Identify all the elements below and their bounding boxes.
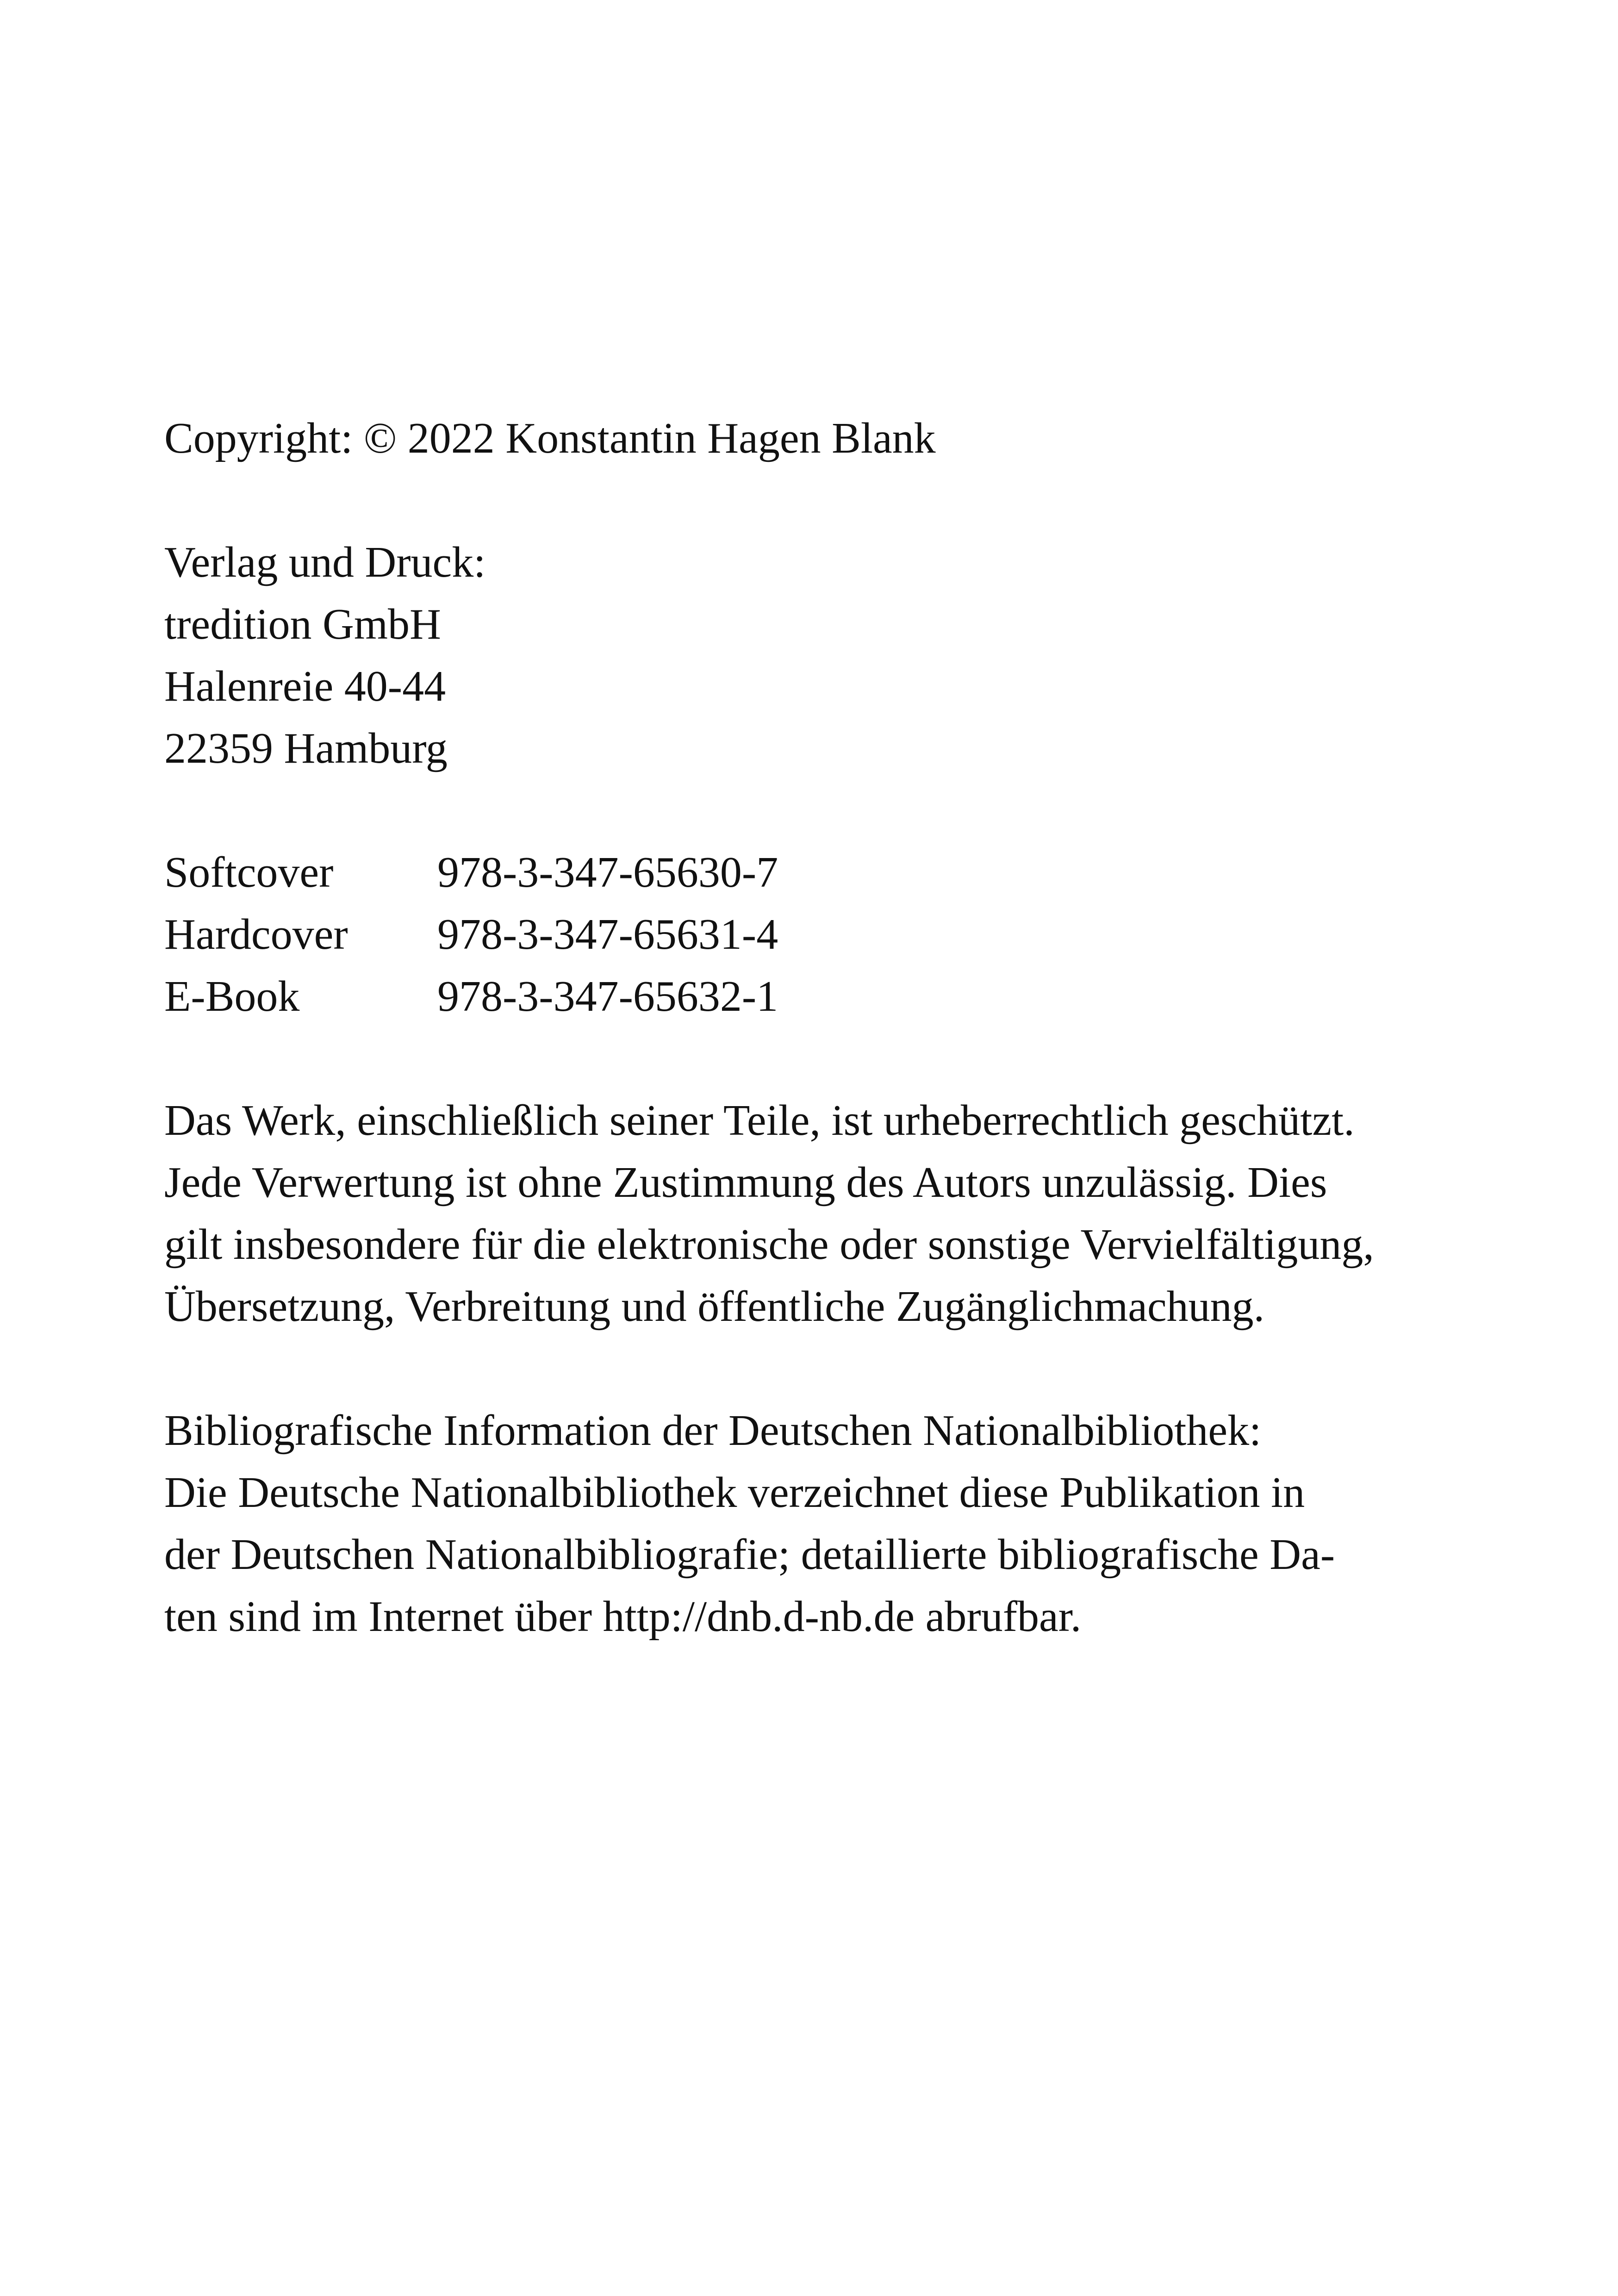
spacer [164, 469, 1442, 531]
bibliographic-line: Die Deutsche Nationalbibliothek verzeichnet diese Publikation in [164, 1468, 1305, 1517]
publisher-city: 22359 Hamburg [164, 724, 448, 772]
spacer [164, 1338, 1442, 1400]
isbn-value: 978-3-347-65630-7 [437, 848, 778, 896]
isbn-label: E-Book [164, 972, 300, 1020]
rights-line: Das Werk, einschließlich seiner Teile, ist urheberrechtlich geschützt. [164, 1096, 1355, 1145]
rights-paragraph [164, 1089, 1442, 1338]
isbn-label: Softcover [164, 848, 334, 896]
isbn-label: Hardcover [164, 910, 348, 958]
spacer [164, 779, 1442, 841]
spacer [164, 1027, 1442, 1089]
rights-line: Übersetzung, Verbreitung und öffentliche Zugänglichmachung. [164, 1282, 1265, 1331]
imprint-content [164, 407, 1442, 1648]
bibliographic-line: der Deutschen Nationalbibliografie; detaillierte bibliografische Da- [164, 1531, 1335, 1579]
isbn-value: 978-3-347-65632-1 [437, 972, 778, 1020]
isbn-row-ebook [164, 965, 1442, 1027]
publisher-name: tredition GmbH [164, 600, 441, 648]
publisher-street: Halenreie 40-44 [164, 662, 446, 710]
bibliographic-line: Bibliografische Information der Deutschen Nationalbibliothek: [164, 1406, 1262, 1455]
rights-line: gilt insbesondere für die elektronische oder sonstige Vervielfältigung, [164, 1220, 1374, 1269]
isbn-value: 978-3-347-65631-4 [437, 910, 778, 958]
bibliographic-paragraph [164, 1400, 1442, 1648]
bibliographic-line: ten sind im Internet über http://dnb.d-nb.de abrufbar. [164, 1593, 1082, 1641]
isbn-row-softcover [164, 841, 1442, 903]
copyright-line: Copyright: © 2022 Konstantin Hagen Blank [164, 414, 936, 462]
publisher-heading: Verlag und Druck: [164, 538, 486, 586]
copyright-block [164, 407, 1442, 469]
isbn-row-hardcover [164, 903, 1442, 965]
rights-line: Jede Verwertung ist ohne Zustimmung des Autors unzulässig. Dies [164, 1158, 1327, 1207]
publisher-block [164, 531, 1442, 779]
isbn-block [164, 841, 1442, 1027]
